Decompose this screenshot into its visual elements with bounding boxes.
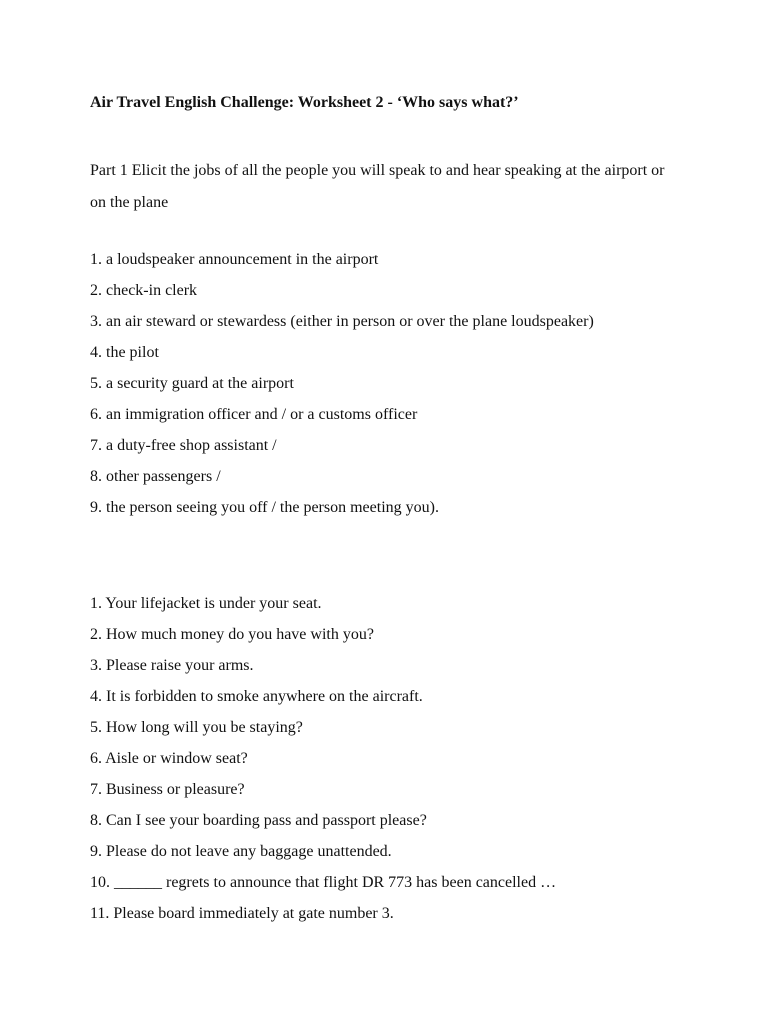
list-item: 5. a security guard at the airport (90, 375, 294, 392)
list-item: 8. Can I see your boarding pass and passport please? (90, 812, 427, 829)
list-item: 5. How long will you be staying? (90, 719, 303, 736)
list-item: 6. Aisle or window seat? (90, 750, 248, 767)
list-item: 3. Please raise your arms. (90, 657, 254, 674)
list-item: 9. Please do not leave any baggage unattended. (90, 843, 392, 860)
list-item: 11. Please board immediately at gate number 3. (90, 905, 394, 922)
list-item: 6. an immigration officer and / or a customs officer (90, 406, 418, 423)
list-item: 3. an air steward or stewardess (either in person or over the plane loudspeaker) (90, 313, 594, 330)
worksheet-title: Air Travel English Challenge: Worksheet 2 - ‘Who says what?’ (90, 94, 519, 111)
list-item: 7. a duty-free shop assistant / (90, 437, 277, 454)
list-item: 4. It is forbidden to smoke anywhere on the aircraft. (90, 688, 423, 705)
list-item: 1. a loudspeaker announcement in the airport (90, 251, 379, 268)
phrases-list (90, 594, 556, 935)
list-item: 9. the person seeing you off / the person meeting you). (90, 499, 439, 516)
list-item: 4. the pilot (90, 344, 159, 361)
list-item: 2. check-in clerk (90, 282, 198, 299)
list-item: 2. How much money do you have with you? (90, 626, 374, 643)
list-item: 8. other passengers / (90, 468, 221, 485)
list-item: 7. Business or pleasure? (90, 781, 245, 798)
jobs-list (90, 250, 594, 529)
part-1-instructions: Part 1 Elicit the jobs of all the people you will speak to and hear speaking at the airport or on the plane (90, 162, 665, 211)
list-item: 1. Your lifejacket is under your seat. (90, 595, 322, 612)
list-item: 10. ______ regrets to announce that flight DR 773 has been cancelled … (90, 874, 557, 891)
